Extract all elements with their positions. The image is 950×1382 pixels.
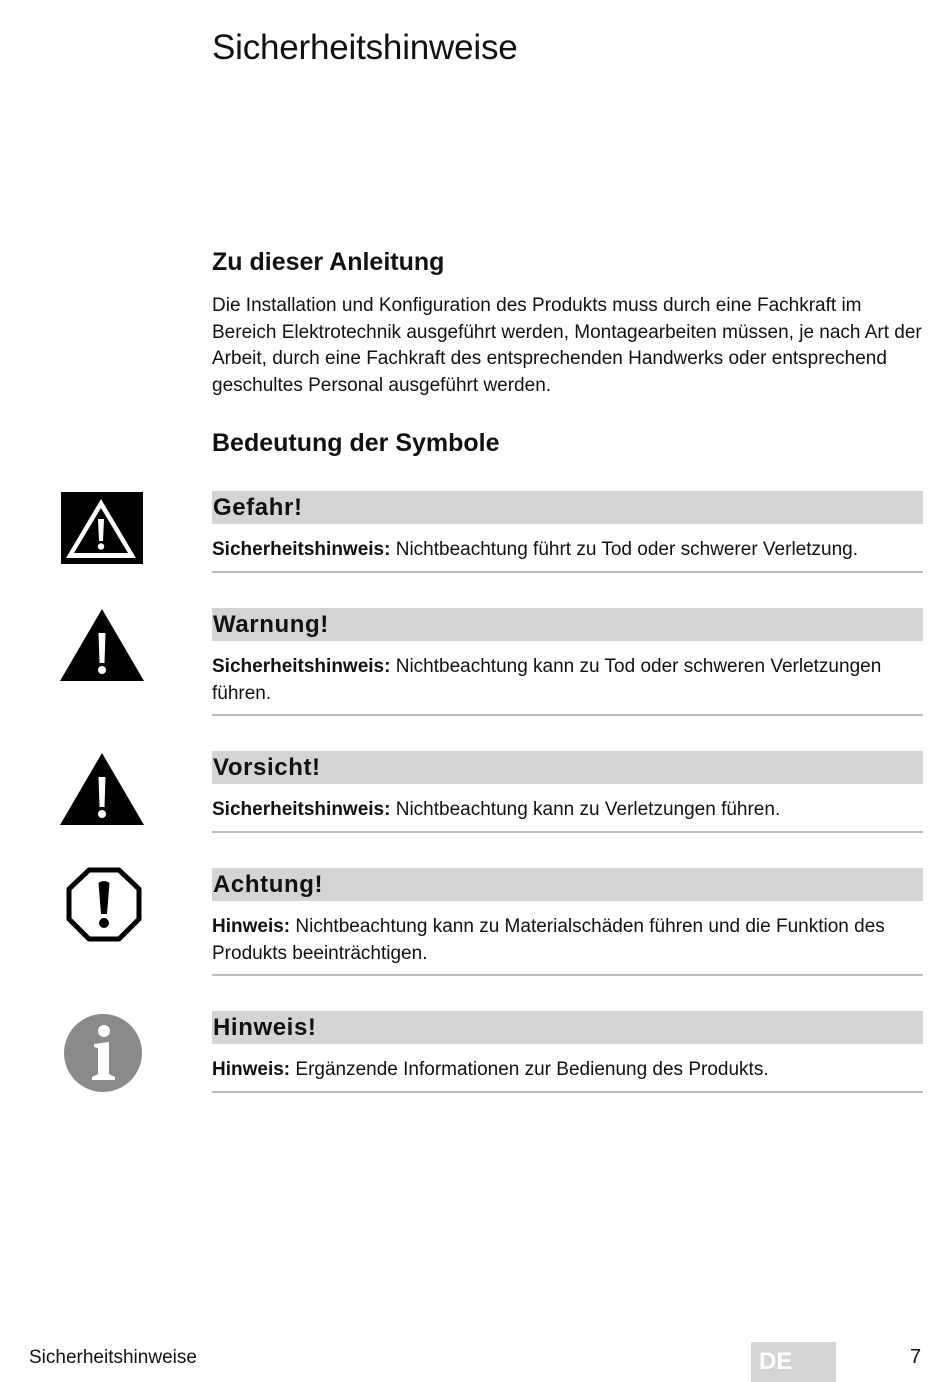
caution-triangle-icon bbox=[60, 751, 146, 831]
symbols-heading: Bedeutung der Symbole bbox=[212, 429, 500, 457]
symbol-label: Sicherheitshinweis: bbox=[212, 799, 391, 820]
symbol-text: Nichtbeachtung kann zu Tod oder schweren Verletzungen führen. bbox=[212, 656, 882, 704]
about-heading: Zu dieser Anleitung bbox=[212, 248, 445, 276]
symbol-text: Nichtbeachtung führt zu Tod oder schwerer Verletzung. bbox=[395, 539, 858, 560]
symbol-title: Warnung! bbox=[212, 608, 923, 641]
language-badge: DE bbox=[751, 1342, 836, 1382]
info-circle-icon bbox=[60, 1012, 146, 1092]
symbol-danger bbox=[212, 491, 923, 573]
symbol-description bbox=[212, 797, 923, 824]
attention-octagon-icon bbox=[60, 867, 146, 947]
symbol-label: Hinweis: bbox=[212, 1059, 291, 1080]
symbol-text: Nichtbeachtung kann zu Verletzungen führen. bbox=[395, 799, 781, 820]
symbol-label: Sicherheitshinweis: bbox=[212, 539, 391, 560]
page-number: 7 bbox=[910, 1346, 922, 1368]
symbol-text: Nichtbeachtung kann zu Materialschäden führen und die Funktion des Produkts beeinträchtigen. bbox=[212, 916, 885, 964]
symbol-attention bbox=[212, 868, 923, 976]
symbol-note bbox=[212, 1011, 923, 1093]
symbol-label: Hinweis: bbox=[212, 916, 291, 937]
symbol-warning bbox=[212, 608, 923, 716]
footer-section-label: Sicherheitshinweise bbox=[29, 1347, 197, 1368]
symbol-description bbox=[212, 1057, 923, 1084]
symbol-title: Vorsicht! bbox=[212, 751, 923, 784]
symbol-description bbox=[212, 537, 923, 564]
symbol-description bbox=[212, 654, 923, 707]
page-title: Sicherheitshinweise bbox=[212, 28, 518, 67]
danger-warning-square-icon bbox=[60, 491, 146, 571]
symbol-description bbox=[212, 914, 923, 967]
symbol-caution bbox=[212, 751, 923, 833]
symbol-text: Ergänzende Informationen zur Bedienung des Produkts. bbox=[295, 1059, 769, 1080]
warning-triangle-icon bbox=[60, 607, 146, 687]
symbol-title: Achtung! bbox=[212, 868, 923, 901]
about-text: Die Installation und Konfiguration des Produkts muss durch eine Fachkraft im Bereich Elektrotechnik ausgeführt werden, Montagearbeiten müssen, je nach Art der Arbeit, durch eine Fachkraft des entsprechenden Handwerks oder entsprechend geschultes Personal ausgeführt werden. bbox=[212, 295, 922, 396]
symbol-label: Sicherheitshinweis: bbox=[212, 656, 391, 677]
symbol-title: Gefahr! bbox=[212, 491, 923, 524]
symbol-title: Hinweis! bbox=[212, 1011, 923, 1044]
